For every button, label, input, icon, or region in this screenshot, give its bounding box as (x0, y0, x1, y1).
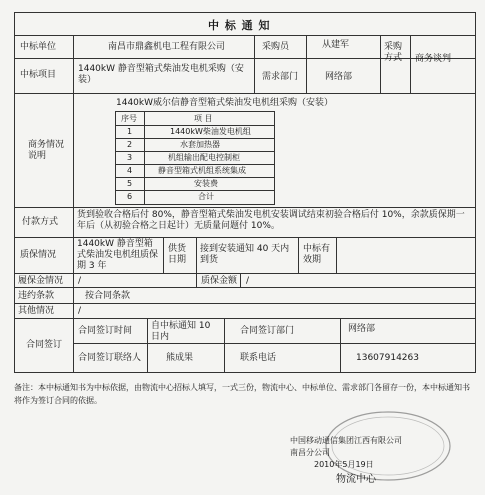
r12-div-4 (410, 35, 411, 93)
commerce-table (115, 111, 275, 205)
project-label: 中标项目 (20, 70, 57, 80)
rule-8 (14, 303, 476, 304)
other-value: / (78, 306, 82, 316)
breach-label: 违约条款 (18, 291, 55, 301)
table-cell-item: 机组输出配电控制柜 (168, 153, 240, 162)
delivery-value: 接到安装通知 40 天内到货 (200, 244, 290, 265)
table-cell-item: 1440kW柴油发电机组 (170, 127, 251, 136)
contract-label: 合同签订 (26, 340, 63, 350)
d-div-2 (240, 273, 241, 287)
project-name: 1440kW 静音型箱式柴油发电机采购（安装） (78, 64, 244, 85)
stamp-text: 物流中心 (336, 474, 376, 485)
breach-value: 按合同条款 (85, 291, 131, 301)
table-cell-no: 1 (127, 127, 133, 136)
c-div-3 (340, 318, 341, 373)
deposit-amount: / (246, 276, 250, 286)
table-cell-no: 3 (127, 153, 133, 162)
inner-rule-5 (116, 177, 274, 178)
page-title: 中 标 通 知 (208, 19, 271, 32)
delivery-label: 供货日期 (168, 244, 187, 265)
winner-label: 中标单位 (20, 42, 57, 52)
deposit-amount-label: 质保金额 (201, 276, 238, 286)
w-div-1 (163, 237, 164, 273)
buyer-label: 采购员 (262, 42, 290, 52)
contract-contact: 熊成果 (166, 353, 194, 363)
dept-value: 网络部 (325, 72, 353, 82)
signature-date: 2010年5月19日 (314, 460, 374, 469)
contract-contact-label: 合同签订联络人 (78, 353, 142, 363)
contract-time: 自中标通知 10 日内 (151, 321, 211, 342)
table-header-item: 项 目 (194, 114, 213, 123)
buyer-name: 从建军 (322, 40, 350, 50)
note-text: 备注：本中标通知书为中标依据，由物流中心招标人填写，一式三份，物流中心、中标单位、需求部门各留存一份，本中标通知书将作为签订合同的依据。 (14, 383, 470, 405)
deposit-value: / (78, 276, 82, 286)
valid-label: 中标有效期 (303, 244, 331, 265)
d-div-1 (196, 273, 197, 287)
col-divider (73, 35, 74, 373)
table-cell-item: 水套加热器 (180, 140, 220, 149)
w-div-2 (196, 237, 197, 273)
frame-top (14, 12, 476, 13)
table-header-no: 序号 (121, 114, 137, 123)
rule-5 (14, 237, 476, 238)
inner-rule-2 (116, 138, 274, 139)
rule-4 (14, 207, 476, 208)
w-div-3 (298, 237, 299, 273)
rule-1 (14, 35, 476, 36)
signature-branch: 南昌分公司 (290, 448, 330, 457)
inner-rule-6 (116, 190, 274, 191)
inner-rule-1 (116, 125, 274, 126)
rule-9 (14, 318, 476, 319)
warranty-label: 质保情况 (20, 250, 57, 260)
c-div-2 (224, 318, 225, 373)
table-cell-no: 5 (127, 179, 133, 188)
rule-3 (14, 93, 476, 94)
deposit-label: 履保金情况 (18, 276, 64, 286)
r12-div-2 (306, 35, 307, 93)
table-cell-no: 4 (127, 166, 133, 175)
table-cell-item: 静音型箱式机组系统集成 (158, 166, 246, 175)
contract-time-label: 合同签订时间 (78, 326, 133, 336)
winner-company: 南昌市鼎鑫机电工程有限公司 (108, 42, 226, 52)
payment-label: 付款方式 (22, 217, 59, 227)
commerce-label: 商务情况说明 (28, 140, 65, 161)
table-cell-item: 合计 (198, 192, 214, 201)
c-div-1 (147, 318, 148, 373)
contract-phone-label: 联系电话 (240, 353, 277, 363)
other-label: 其他情况 (18, 306, 55, 316)
rule-6 (14, 273, 476, 274)
w-div-4 (336, 237, 337, 273)
inner-rule-4 (116, 164, 274, 165)
table-cell-no: 6 (127, 192, 133, 201)
r12-div-3 (380, 35, 381, 93)
inner-rule-3 (116, 151, 274, 152)
contract-dept-label: 合同签订部门 (240, 326, 295, 336)
table-cell-no: 2 (127, 140, 133, 149)
frame-bottom (14, 372, 476, 373)
dept-label: 需求部门 (262, 72, 299, 82)
rule-10 (73, 343, 476, 344)
signature-org: 中国移动通信集团江西有限公司 (290, 436, 402, 445)
commerce-subtitle: 1440kW威尔信静音型箱式柴油发电机组采购（安装） (116, 98, 334, 108)
method-label: 采购方式 (384, 42, 403, 63)
r12-div-1 (254, 35, 255, 93)
table-cell-item: 安装费 (194, 179, 218, 188)
payment-text: 货到验收合格后付 80%，静音型箱式柴油发电机安装调试结束初验合格后付 10%，余款质保期一年后（从初验合格之日起计）无质量问题付 10%。 (77, 210, 465, 231)
warranty-text: 1440kW 静音型箱式柴油发电机组质保期 3 年 (77, 239, 159, 271)
contract-dept: 网络部 (348, 324, 376, 334)
method-value: 商务谈判 (415, 54, 452, 64)
contract-phone: 13607914263 (356, 353, 419, 363)
rule-7 (14, 287, 476, 288)
